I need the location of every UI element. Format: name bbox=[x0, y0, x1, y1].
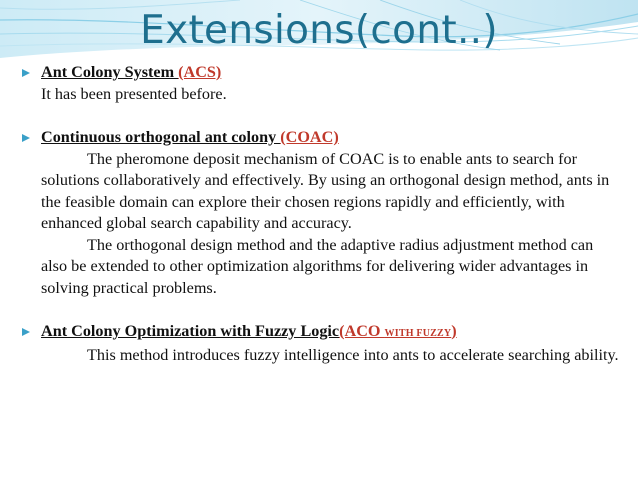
abbr-small-caps: WITH FUZZY bbox=[384, 328, 452, 339]
item-heading: Ant Colony System bbox=[41, 63, 179, 81]
bullet-item-coac bbox=[22, 127, 622, 149]
item-paragraph: The pheromone deposit mechanism of COAC is to enable ants to search for solutions collaboratively and effectively. By using an orthogonal design method, ants in the feasible domain can explore their chosen regions rapidly and efficiently, with enhanced global search capability and accuracy. bbox=[41, 149, 610, 232]
item-abbreviation bbox=[339, 322, 457, 340]
bullet-triangle-icon bbox=[22, 134, 30, 142]
item-abbreviation: (COAC) bbox=[280, 128, 339, 146]
slide-body bbox=[22, 62, 622, 366]
abbr-close: ) bbox=[451, 322, 457, 340]
item-paragraph: This method introduces fuzzy intelligence into ants to accelerate searching ability. bbox=[87, 345, 619, 364]
abbr-open: (ACO bbox=[339, 322, 385, 340]
slide-title: Extensions(cont..) bbox=[140, 8, 498, 53]
item-abbreviation: (ACS) bbox=[178, 63, 222, 81]
bullet-triangle-icon bbox=[22, 69, 30, 77]
item-paragraph: It has been presented before. bbox=[41, 84, 227, 103]
bullet-triangle-icon bbox=[22, 328, 30, 336]
item-heading: Ant Colony Optimization with Fuzzy Logic bbox=[41, 322, 340, 340]
item-paragraph: The orthogonal design method and the adaptive radius adjustment method can also be extended to other optimization algorithms for delivering wider advantages in solving practical problems. bbox=[41, 235, 594, 297]
bullet-item-aco-fuzzy bbox=[22, 321, 622, 345]
item-heading: Continuous orthogonal ant colony bbox=[41, 128, 281, 146]
bullet-item-acs bbox=[22, 62, 622, 84]
